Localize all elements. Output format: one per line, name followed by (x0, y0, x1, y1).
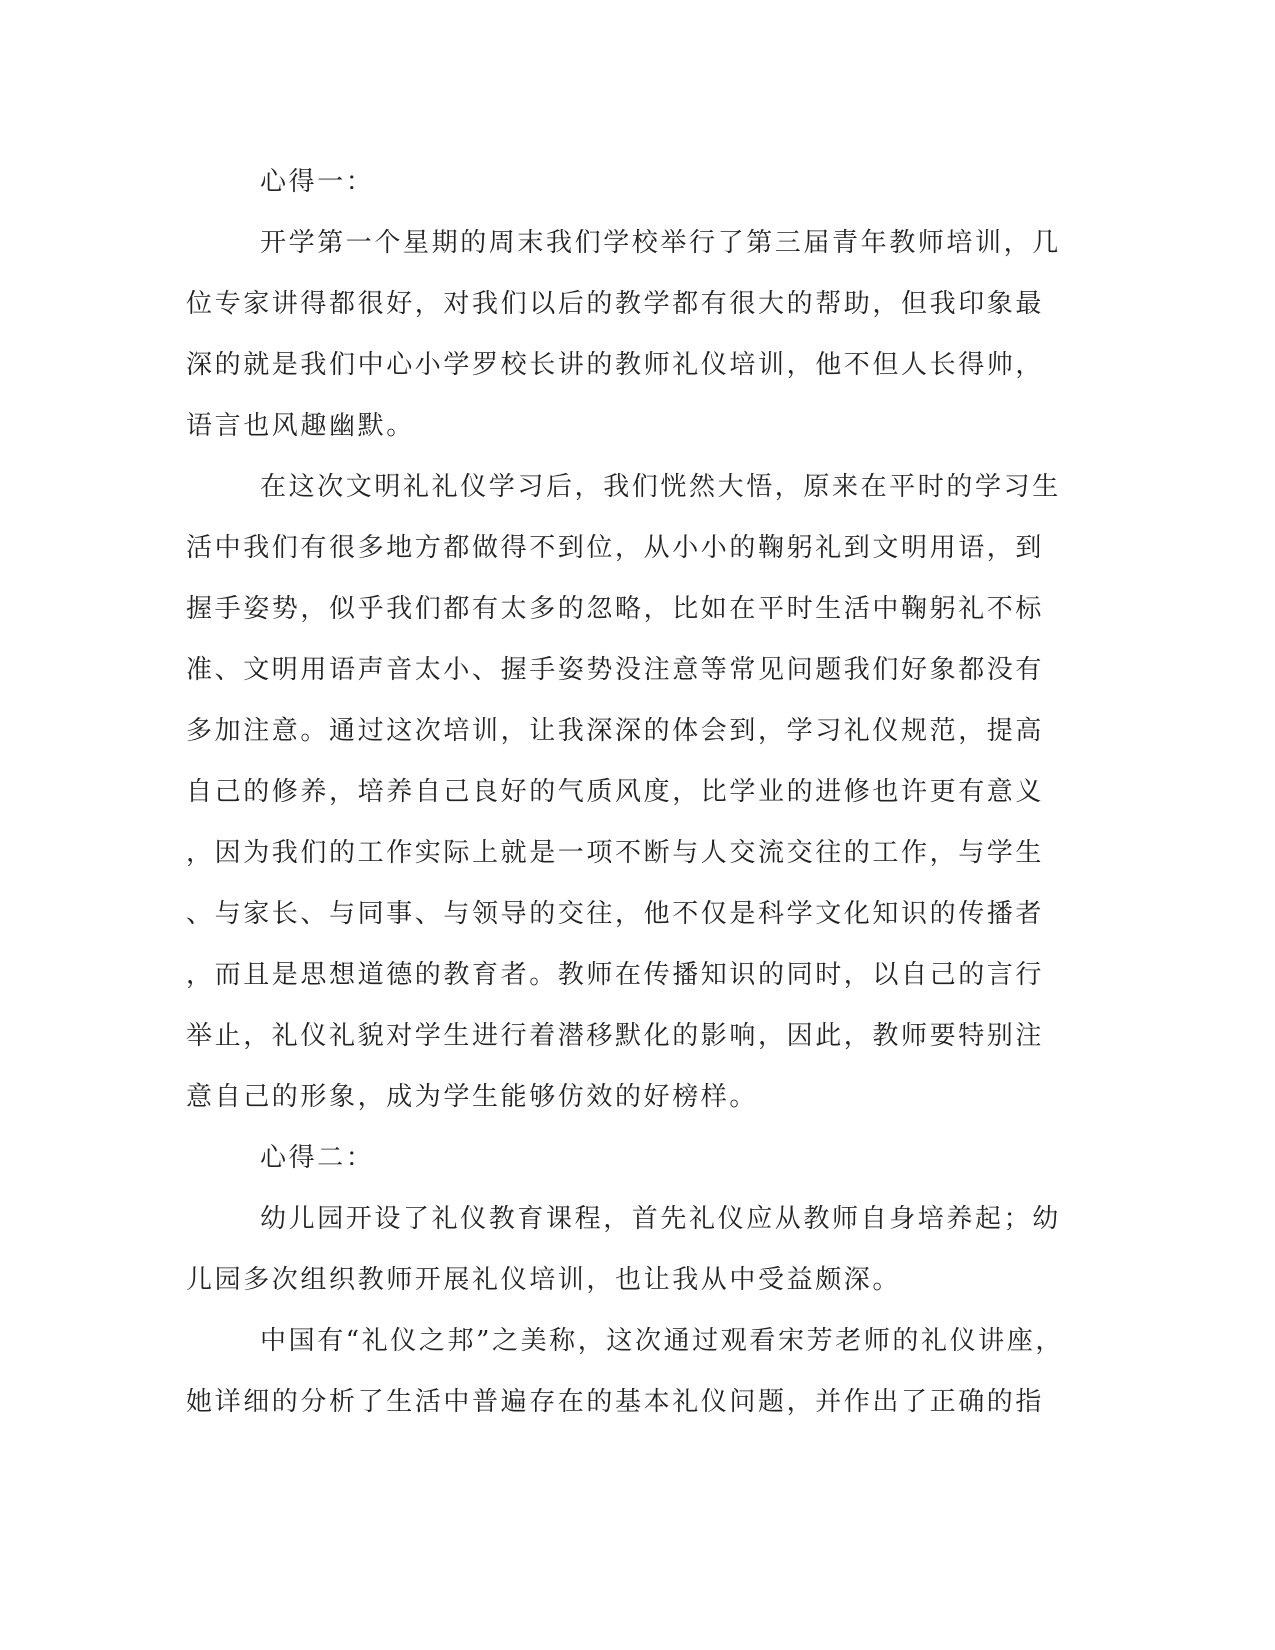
paragraph-line: 儿园多次组织教师开展礼仪培训，也让我从中受益颇深。 (186, 1265, 902, 1295)
section-heading-2: 心得二： (260, 1143, 375, 1173)
paragraph-line: 中国有“礼仪之邦”之美称，这次通过观看宋芳老师的礼仪讲座， (260, 1326, 1064, 1356)
paragraph-line: ，因为我们的工作实际上就是一项不断与人交流交往的工作，与学生 (186, 838, 1045, 868)
paragraph-line: 准、文明用语声音太小、握手姿势没注意等常见问题我们好象都没有 (186, 655, 1045, 685)
paragraph-line: 开学第一个星期的周末我们学校举行了第三届青年教师培训，几 (260, 228, 1061, 258)
document-body (186, 152, 1086, 1433)
paragraph-line: 握手姿势，似乎我们都有太多的忽略，比如在平时生活中鞠躬礼不标 (186, 594, 1045, 624)
paragraph-line: 多加注意。通过这次培训，让我深深的体会到，学习礼仪规范，提高 (186, 716, 1045, 746)
paragraph-line: 在这次文明礼礼仪学习后，我们恍然大悟，原来在平时的学习生 (260, 472, 1061, 502)
paragraph-line: 幼儿园开设了礼仪教育课程，首先礼仪应从教师自身培养起；幼 (260, 1204, 1061, 1234)
paragraph-line: 举止，礼仪礼貌对学生进行着潜移默化的影响，因此，教师要特别注 (186, 1021, 1045, 1051)
paragraph-line: 她详细的分析了生活中普遍存在的基本礼仪问题，并作出了正确的指 (186, 1387, 1045, 1417)
paragraph-line: 意自己的形象，成为学生能够仿效的好榜样。 (186, 1082, 759, 1112)
paragraph-line: 活中我们有很多地方都做得不到位，从小小的鞠躬礼到文明用语，到 (186, 533, 1045, 563)
paragraph-line: 位专家讲得都很好，对我们以后的教学都有很大的帮助，但我印象最 (186, 289, 1045, 319)
section-heading-1: 心得一： (260, 167, 375, 197)
paragraph-line: 深的就是我们中心小学罗校长讲的教师礼仪培训，他不但人长得帅， (186, 350, 1045, 380)
paragraph-line: 语言也风趣幽默。 (186, 411, 415, 441)
paragraph-line: 自己的修养，培养自己良好的气质风度，比学业的进修也许更有意义 (186, 777, 1045, 807)
paragraph-line: ，而且是思想道德的教育者。教师在传播知识的同时，以自己的言行 (186, 960, 1045, 990)
paragraph-line: 、与家长、与同事、与领导的交往，他不仅是科学文化知识的传播者 (186, 899, 1045, 929)
